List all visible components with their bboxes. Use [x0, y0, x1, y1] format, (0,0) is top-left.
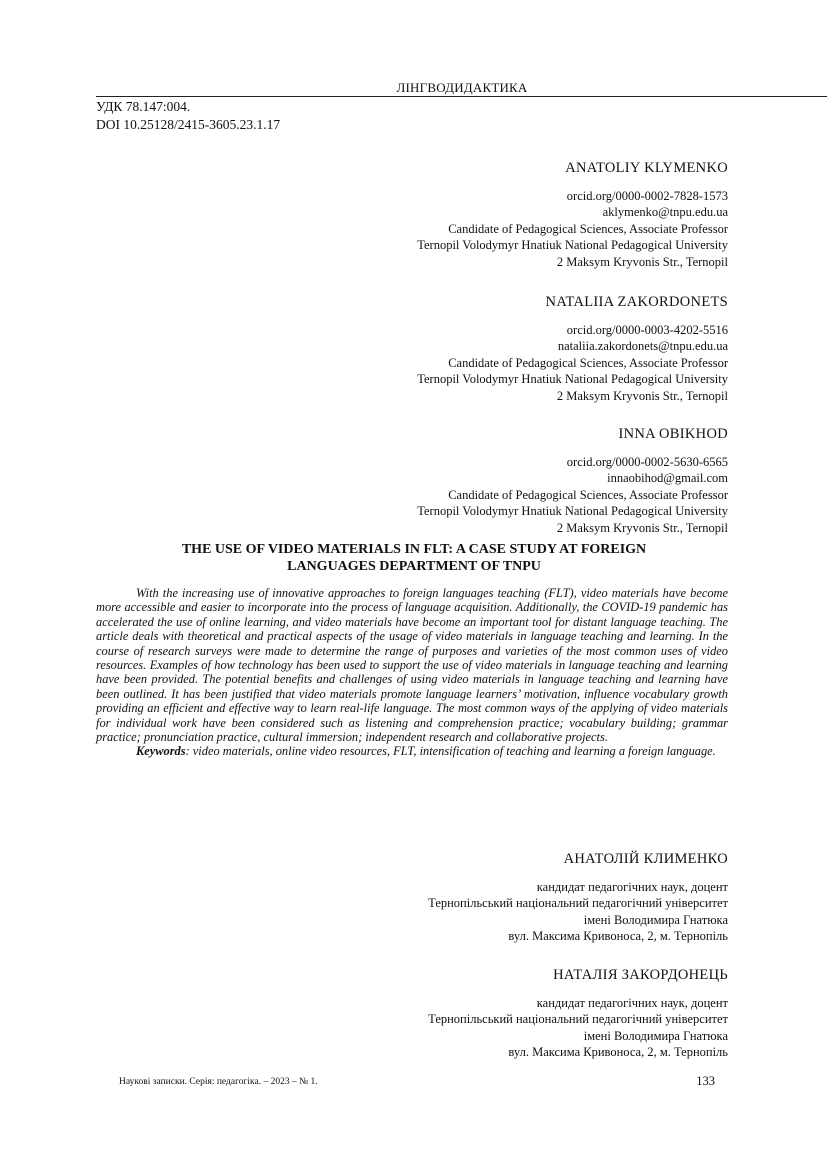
udk-code: УДК 78.147:004. — [96, 99, 191, 114]
author-name: ANATOLIY KLYMENKO — [565, 160, 728, 176]
author-university: Ternopil Volodymyr Hnatiuk National Pedagogical University — [417, 504, 728, 519]
author-university: Ternopil Volodymyr Hnatiuk National Pedagogical University — [417, 238, 728, 253]
author-block-en-3 — [417, 426, 728, 536]
author-email[interactable]: innaobihod@gmail.com — [607, 471, 728, 486]
article-title-line-2: LANGUAGES DEPARTMENT OF TNPU — [287, 559, 541, 574]
author-university-name: імені Володимира Гнатюка — [583, 912, 728, 927]
author-name: АНАТОЛІЙ КЛИМЕНКО — [563, 851, 728, 867]
author-degree: Candidate of Pedagogical Sciences, Associate Professor — [448, 487, 728, 502]
author-degree: Candidate of Pedagogical Sciences, Associate Professor — [448, 221, 728, 236]
author-degree: Candidate of Pedagogical Sciences, Associate Professor — [448, 355, 728, 370]
author-block-en-2 — [417, 294, 728, 404]
keywords-label: Keywords — [136, 744, 186, 759]
author-orcid[interactable]: orcid.org/0000-0003-4202-5516 — [566, 323, 728, 337]
author-degree: кандидат педагогічних наук, доцент — [536, 880, 728, 894]
author-university: Ternopil Volodymyr Hnatiuk National Pedagogical University — [417, 372, 728, 387]
author-email[interactable]: nataliia.zakordonets@tnpu.edu.ua — [557, 339, 728, 354]
author-block-ua-1 — [428, 851, 728, 945]
keywords-text: : video materials, online video resources, FLT, intensification of teaching and learning a foreign language. — [185, 744, 716, 759]
author-name: НАТАЛІЯ ЗАКОРДОНЕЦЬ — [553, 967, 728, 983]
doi-code: DOI 10.25128/2415-3605.23.1.17 — [96, 117, 281, 132]
article-codes — [96, 98, 280, 134]
author-university: Тернопільський національний педагогічний університет — [428, 1012, 728, 1027]
section-title: ЛІНГВОДИДАКТИКА — [396, 80, 528, 95]
author-address: 2 Maksym Kryvonis Str., Ternopil — [556, 520, 728, 535]
author-block-ua-2 — [428, 967, 728, 1061]
author-address: вул. Максима Кривоноса, 2, м. Тернопіль — [508, 929, 728, 944]
article-title-line-1: THE USE OF VIDEO MATERIALS IN FLT: A CASE STUDY AT FOREIGN — [181, 542, 647, 557]
author-email[interactable]: aklymenko@tnpu.edu.ua — [602, 205, 728, 220]
author-university: Тернопільський національний педагогічний університет — [428, 896, 728, 911]
page-number: 133 — [696, 1074, 715, 1088]
author-name: NATALIIA ZAKORDONETS — [545, 294, 728, 310]
abstract — [96, 586, 728, 759]
author-block-en-1 — [417, 160, 728, 270]
article-title — [96, 541, 732, 575]
author-address: вул. Максима Кривоноса, 2, м. Тернопіль — [508, 1045, 728, 1060]
author-name: INNA OBIKHOD — [618, 426, 728, 442]
author-orcid[interactable]: orcid.org/0000-0002-7828-1573 — [566, 189, 728, 203]
author-degree: кандидат педагогічних наук, доцент — [536, 996, 728, 1010]
journal-footer: Наукові записки. Серія: педагогіка. – 2023 – № 1. — [119, 1077, 318, 1087]
header-divider — [96, 96, 827, 97]
author-address: 2 Maksym Kryvonis Str., Ternopil — [556, 254, 728, 269]
keywords — [96, 744, 728, 758]
author-university-name: імені Володимира Гнатюка — [583, 1028, 728, 1043]
author-orcid[interactable]: orcid.org/0000-0002-5630-6565 — [566, 455, 728, 469]
author-address: 2 Maksym Kryvonis Str., Ternopil — [556, 388, 728, 403]
abstract-text: With the increasing use of innovative approaches to foreign languages teaching (FLT), video materials have become more accessible and easier to incorporate into the process of language acquisition. Additionally, the COVID-19 pandemic has accelerated the use of online learning, and video materials have become an important tool for distant language teaching. The article deals with theoretical and practical aspects of the usage of video materials in language teaching and learning. In the course of research surveys were made to determine the range of purposes and varieties of the most common uses of video resources. Examples of how technology has been used to support the use of video materials in language teaching and learning have been provided. The potential benefits and challenges of using video materials in language teaching and learning have been outlined. It has been justified that video materials promote language learners’ motivation, influence vocabulary growth providing an efficient and effective way to learn real-life language. The most common ways of the applying of video materials for individual work have been considered such as listening and comprehension practice; vocabulary building; grammar practice; pronunciation practice, cultural immersion; independent research and collaborative projects. — [96, 586, 728, 745]
